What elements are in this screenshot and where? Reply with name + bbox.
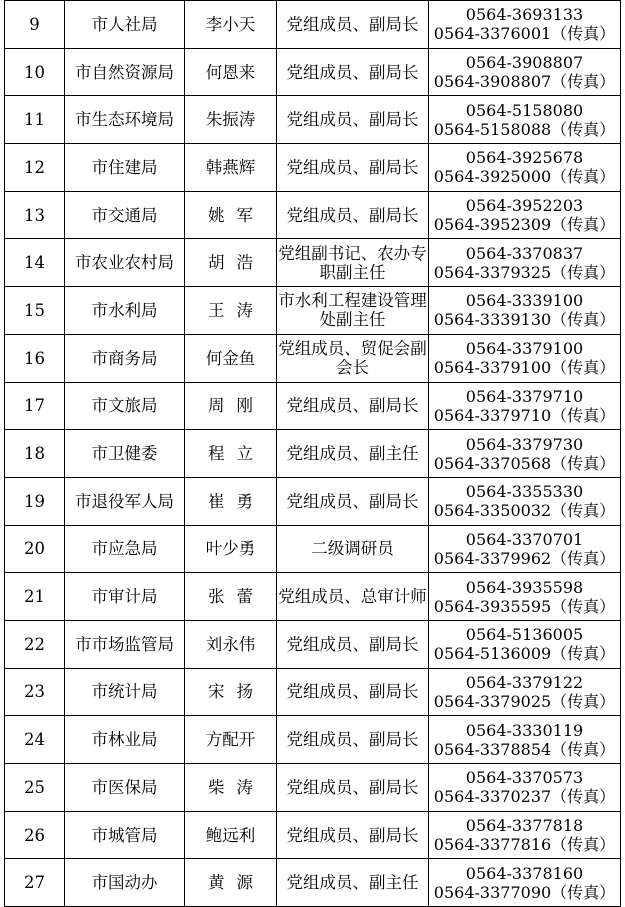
phone-number: 0564-3379730 <box>465 434 584 454</box>
phone-number: 0564-5158080 <box>465 100 584 120</box>
person-title: 党组成员、副局长 <box>277 668 429 716</box>
person-title: 党组成员、副主任 <box>277 430 429 478</box>
agency-name: 市审计局 <box>65 573 185 621</box>
phone-number: 0564-3952203 <box>465 196 584 216</box>
table-row <box>5 144 621 192</box>
row-index: 20 <box>5 525 65 573</box>
fax-number: 0564-3379100（传真） <box>433 358 616 378</box>
agency-name: 市统计局 <box>65 668 185 716</box>
phone-number: 0564-3379100 <box>465 339 584 359</box>
phone-number: 0564-3908807 <box>465 53 584 73</box>
fax-number: 0564-3377090（传真） <box>433 882 616 902</box>
agency-name: 市卫健委 <box>65 430 185 478</box>
person-name: 崔勇 <box>185 477 277 525</box>
row-index: 12 <box>5 144 65 192</box>
person-title: 党组成员、副局长 <box>277 620 429 668</box>
fax-number: 0564-3379710（传真） <box>433 405 616 425</box>
agency-name: 市交通局 <box>65 191 185 239</box>
contact-numbers <box>429 48 621 96</box>
person-title: 党组成员、副局长 <box>277 96 429 144</box>
phone-number: 0564-3370837 <box>465 243 584 263</box>
person-title: 党组副书记、农办专职副主任 <box>277 239 429 287</box>
contact-numbers <box>429 287 621 335</box>
fax-number: 0564-3370237（传真） <box>433 787 616 807</box>
phone-number: 0564-3378160 <box>465 863 584 883</box>
fax-number: 0564-3379962（传真） <box>433 548 616 568</box>
person-name: 王涛 <box>185 287 277 335</box>
contact-numbers <box>429 144 621 192</box>
row-index: 10 <box>5 48 65 96</box>
person-title: 党组成员、副局长 <box>277 811 429 859</box>
person-title: 党组成员、总审计师 <box>277 573 429 621</box>
fax-number: 0564-3378854（传真） <box>433 739 616 759</box>
agency-name: 市商务局 <box>65 334 185 382</box>
row-index: 22 <box>5 620 65 668</box>
row-index: 17 <box>5 382 65 430</box>
row-index: 25 <box>5 764 65 812</box>
contact-numbers <box>429 382 621 430</box>
row-index: 11 <box>5 96 65 144</box>
row-index: 21 <box>5 573 65 621</box>
phone-number: 0564-3339100 <box>465 291 584 311</box>
agency-name: 市退役军人局 <box>65 477 185 525</box>
agency-name: 市市场监管局 <box>65 620 185 668</box>
contact-numbers <box>429 477 621 525</box>
agency-name: 市农业农村局 <box>65 239 185 287</box>
person-name: 李小天 <box>185 1 277 49</box>
fax-number: 0564-5136009（传真） <box>433 644 616 664</box>
table-row <box>5 430 621 478</box>
person-name: 姚军 <box>185 191 277 239</box>
person-name: 刘永伟 <box>185 620 277 668</box>
contacts-table-body <box>5 1 621 907</box>
row-index: 15 <box>5 287 65 335</box>
agency-name: 市应急局 <box>65 525 185 573</box>
table-row <box>5 668 621 716</box>
agency-name: 市医保局 <box>65 764 185 812</box>
contact-numbers <box>429 573 621 621</box>
contact-numbers <box>429 191 621 239</box>
person-name: 周刚 <box>185 382 277 430</box>
row-index: 19 <box>5 477 65 525</box>
table-row <box>5 764 621 812</box>
phone-number: 0564-3370701 <box>465 529 584 549</box>
person-name: 胡浩 <box>185 239 277 287</box>
agency-name: 市水利局 <box>65 287 185 335</box>
phone-number: 0564-3379710 <box>465 386 584 406</box>
table-row <box>5 477 621 525</box>
table-row <box>5 573 621 621</box>
person-name: 鲍远利 <box>185 811 277 859</box>
row-index: 27 <box>5 859 65 907</box>
table-row <box>5 191 621 239</box>
row-index: 24 <box>5 716 65 764</box>
contact-numbers <box>429 764 621 812</box>
contacts-table <box>4 0 621 907</box>
phone-number: 0564-3355330 <box>465 482 584 502</box>
person-name: 宋扬 <box>185 668 277 716</box>
person-name: 叶少勇 <box>185 525 277 573</box>
table-row <box>5 334 621 382</box>
agency-name: 市文旅局 <box>65 382 185 430</box>
contact-numbers <box>429 239 621 287</box>
fax-number: 0564-3379325（传真） <box>433 262 616 282</box>
agency-name: 市林业局 <box>65 716 185 764</box>
fax-number: 0564-3377816（传真） <box>433 835 616 855</box>
person-name: 方配开 <box>185 716 277 764</box>
contact-numbers <box>429 811 621 859</box>
contact-numbers <box>429 859 621 907</box>
fax-number: 0564-3350032（传真） <box>433 501 616 521</box>
row-index: 26 <box>5 811 65 859</box>
contact-numbers <box>429 716 621 764</box>
row-index: 13 <box>5 191 65 239</box>
person-title: 党组成员、副主任 <box>277 859 429 907</box>
person-name: 程立 <box>185 430 277 478</box>
phone-number: 0564-3935598 <box>465 577 584 597</box>
fax-number: 0564-3379025（传真） <box>433 691 616 711</box>
person-title: 党组成员、副局长 <box>277 716 429 764</box>
fax-number: 0564-3908807（传真） <box>433 72 616 92</box>
phone-number: 0564-5136005 <box>465 625 584 645</box>
person-title: 党组成员、贸促会副会长 <box>277 334 429 382</box>
phone-number: 0564-3693133 <box>465 5 584 25</box>
row-index: 9 <box>5 1 65 49</box>
row-index: 18 <box>5 430 65 478</box>
person-title: 二级调研员 <box>277 525 429 573</box>
table-row <box>5 239 621 287</box>
contact-numbers <box>429 334 621 382</box>
contact-numbers <box>429 1 621 49</box>
table-row <box>5 48 621 96</box>
contact-numbers <box>429 525 621 573</box>
person-title: 市水利工程建设管理处副主任 <box>277 287 429 335</box>
table-row <box>5 811 621 859</box>
table-row <box>5 525 621 573</box>
fax-number: 0564-5158088（传真） <box>433 119 616 139</box>
row-index: 23 <box>5 668 65 716</box>
agency-name: 市生态环境局 <box>65 96 185 144</box>
table-row <box>5 859 621 907</box>
row-index: 14 <box>5 239 65 287</box>
agency-name: 市国动办 <box>65 859 185 907</box>
phone-number: 0564-3370573 <box>465 768 584 788</box>
fax-number: 0564-3935595（传真） <box>433 596 616 616</box>
contact-numbers <box>429 96 621 144</box>
person-title: 党组成员、副局长 <box>277 48 429 96</box>
person-name: 张蕾 <box>185 573 277 621</box>
fax-number: 0564-3376001（传真） <box>433 24 616 44</box>
agency-name: 市住建局 <box>65 144 185 192</box>
agency-name: 市自然资源局 <box>65 48 185 96</box>
agency-name: 市人社局 <box>65 1 185 49</box>
person-name: 何金鱼 <box>185 334 277 382</box>
person-title: 党组成员、副局长 <box>277 191 429 239</box>
table-row <box>5 287 621 335</box>
row-index: 16 <box>5 334 65 382</box>
contact-numbers <box>429 668 621 716</box>
person-title: 党组成员、副局长 <box>277 764 429 812</box>
person-title: 党组成员、副局长 <box>277 1 429 49</box>
person-title: 党组成员、副局长 <box>277 144 429 192</box>
person-title: 党组成员、副局长 <box>277 382 429 430</box>
person-name: 黄源 <box>185 859 277 907</box>
phone-number: 0564-3925678 <box>465 148 584 168</box>
phone-number: 0564-3377818 <box>465 816 584 836</box>
table-row <box>5 1 621 49</box>
phone-number: 0564-3330119 <box>465 720 584 740</box>
table-row <box>5 96 621 144</box>
fax-number: 0564-3952309（传真） <box>433 215 616 235</box>
fax-number: 0564-3370568（传真） <box>433 453 616 473</box>
agency-name: 市城管局 <box>65 811 185 859</box>
contact-numbers <box>429 430 621 478</box>
table-row <box>5 716 621 764</box>
fax-number: 0564-3925000（传真） <box>433 167 616 187</box>
person-name: 朱振涛 <box>185 96 277 144</box>
person-name: 何恩来 <box>185 48 277 96</box>
contact-numbers <box>429 620 621 668</box>
person-title: 党组成员、副局长 <box>277 477 429 525</box>
fax-number: 0564-3339130（传真） <box>433 310 616 330</box>
phone-number: 0564-3379122 <box>465 672 584 692</box>
table-row <box>5 620 621 668</box>
person-name: 柴涛 <box>185 764 277 812</box>
person-name: 韩燕辉 <box>185 144 277 192</box>
table-row <box>5 382 621 430</box>
